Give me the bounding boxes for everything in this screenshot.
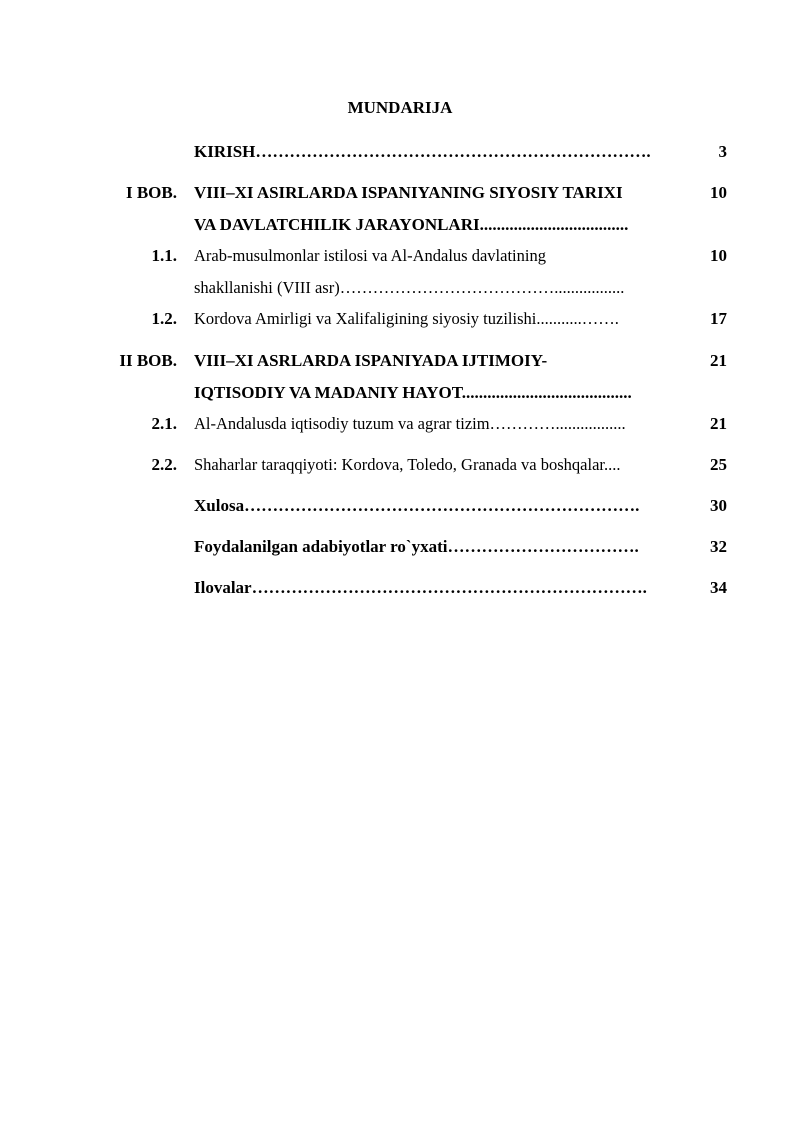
- toc-entry-title-line: Foydalanilgan adabiyotlar ro`yxati…………………………….: [194, 537, 639, 556]
- toc-entry-title: [194, 449, 687, 481]
- toc-entry-page: 10: [710, 246, 727, 265]
- toc-entry-page: 3: [718, 142, 727, 161]
- toc-entry-title-line: Xulosa…………………………………………………………….: [194, 496, 640, 515]
- toc-entry-page: 25: [710, 455, 727, 474]
- toc-entry-page: 21: [710, 351, 727, 370]
- toc-entry-title: [194, 490, 687, 522]
- toc-entry-title: [194, 303, 687, 335]
- toc-entry-title-line: KIRISH…………………………………………………………….: [194, 142, 651, 161]
- toc-entry-chapter-2[interactable]: [0, 345, 800, 405]
- toc-entry-page: 32: [710, 537, 727, 556]
- toc-entry-title-line: Shaharlar taraqqiyoti: Kordova, Toledo, Granada va boshqalar....: [194, 455, 621, 474]
- toc-entry-title: [194, 240, 687, 304]
- toc-entry-page: 30: [710, 496, 727, 515]
- toc-entry-number: 1.1.: [151, 246, 177, 265]
- toc-entry-title: [194, 408, 687, 440]
- toc-entry-page: 21: [710, 414, 727, 433]
- toc-entry-chapter-1[interactable]: [0, 177, 800, 237]
- toc-entry-title: [194, 177, 687, 241]
- toc-entry-title-line: Ilovalar…………………………………………………………….: [194, 578, 647, 597]
- toc-entry-title-line: VA DAVLATCHILIK JARAYONLARI...................................: [194, 215, 629, 234]
- toc-entry-title-line: Arab-musulmonlar istilosi va Al-Andalus davlatining: [194, 246, 546, 265]
- toc-entry-title-line: IQTISODIY VA MADANIY HAYOT........................................: [194, 383, 632, 402]
- toc-entry-title-line: VIII–XI ASRLARDA ISPANIYADA IJTIMOIY-: [194, 351, 548, 370]
- toc-title: MUNDARIJA: [347, 98, 453, 117]
- toc-entry-title-line: Al-Andalusda iqtisodiy tuzum va agrar tizim………….................: [194, 414, 626, 433]
- toc-entry-number: 1.2.: [151, 309, 177, 328]
- toc-entry-appendices[interactable]: [0, 572, 800, 632]
- toc-entry-page: 10: [710, 183, 727, 202]
- toc-entry-number: I BOB.: [125, 183, 177, 202]
- toc-entry-title: [194, 572, 687, 604]
- toc-entry-number: 2.2.: [151, 455, 177, 474]
- toc-entry-number: 2.1.: [151, 414, 177, 433]
- toc-entry-title: [194, 136, 687, 168]
- toc-entry-title: [194, 531, 687, 563]
- toc-entry-page: 17: [710, 309, 727, 328]
- toc-entry-section-1-1[interactable]: [0, 240, 800, 300]
- toc-entry-title-line: VIII–XI ASIRLARDA ISPANIYANING SIYOSIY TARIXI: [194, 183, 623, 202]
- toc-entry-page: 34: [710, 578, 727, 597]
- toc-entry-number: II BOB.: [119, 351, 177, 370]
- toc-entry-title-line: Kordova Amirligi va Xalifaligining siyosiy tuzilishi...........…….: [194, 309, 619, 328]
- toc-entry-title-line: shakllanishi (VIII asr)………………………………….................: [194, 278, 625, 297]
- toc-entry-title: [194, 345, 687, 409]
